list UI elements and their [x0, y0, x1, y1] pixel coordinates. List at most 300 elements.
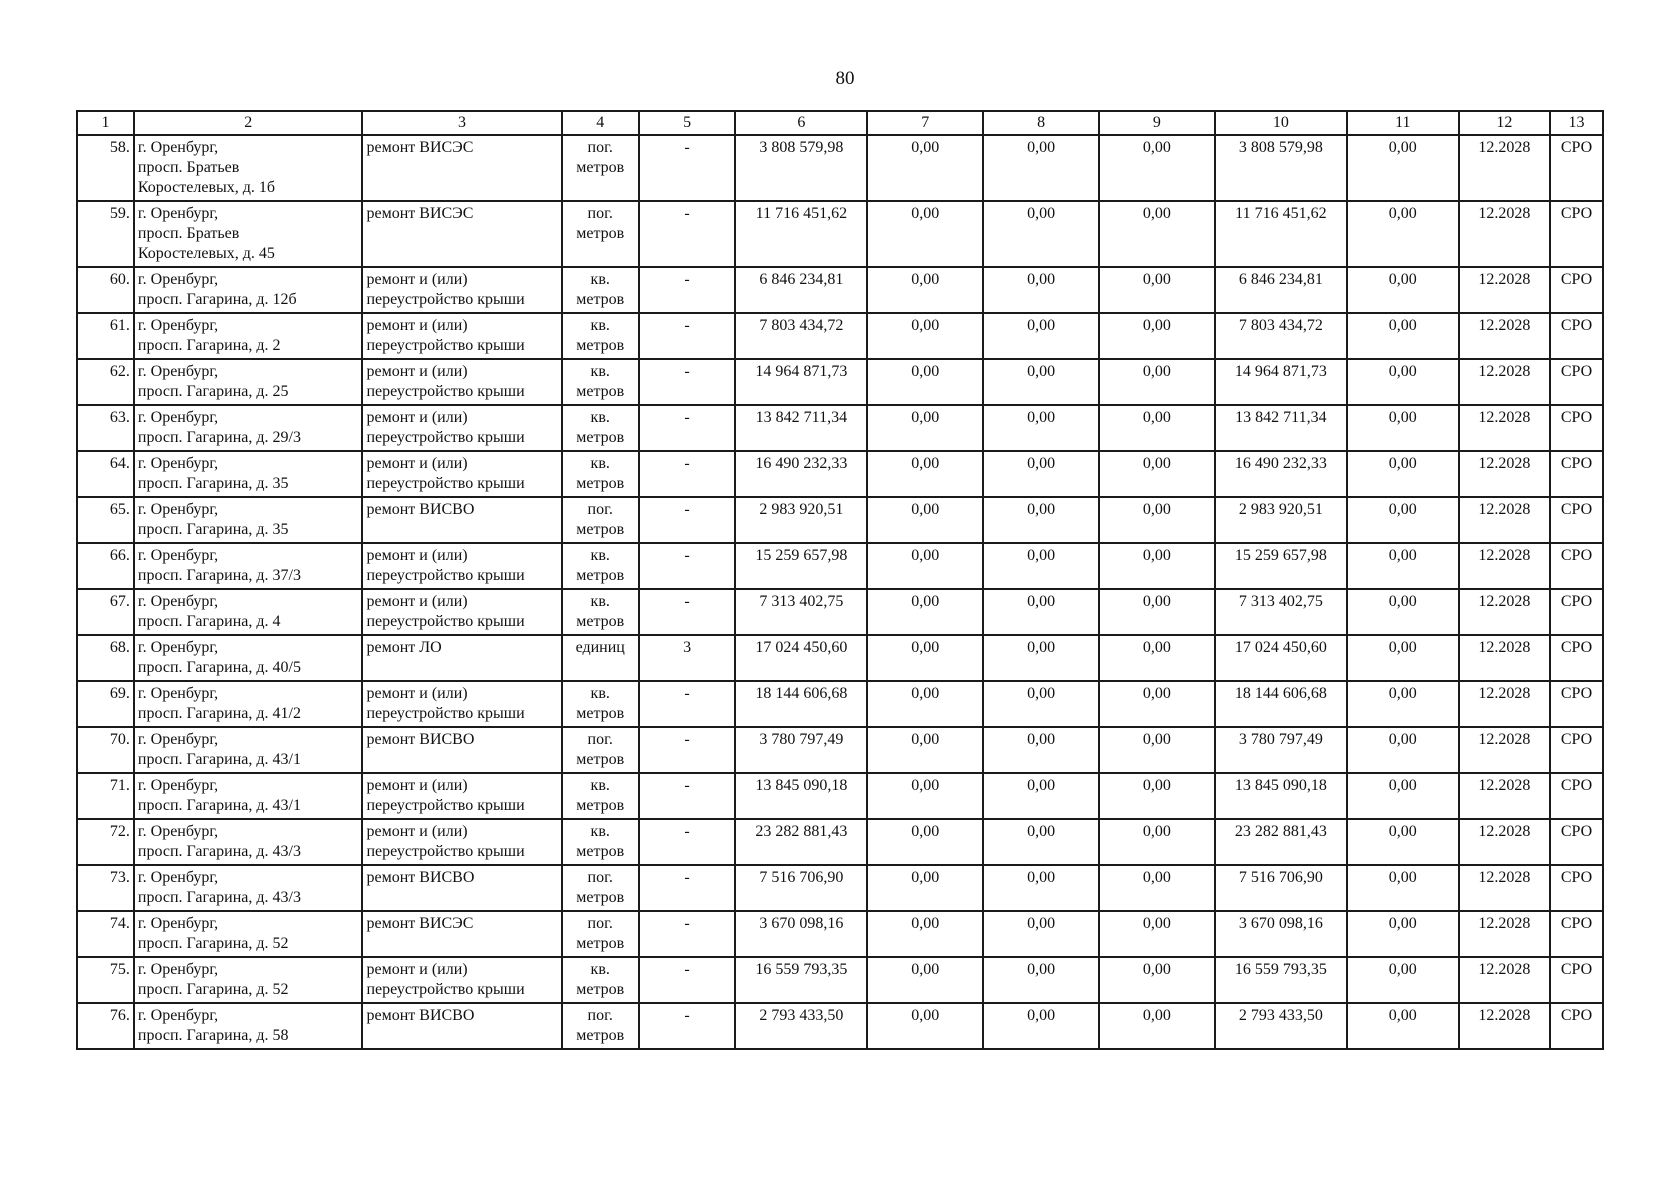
- unit-line: метров: [576, 429, 625, 446]
- addr-line: просп. Гагарина, д. 52: [137, 981, 289, 998]
- unit-cell: [562, 201, 639, 267]
- cost-col11-cell: 0,00: [1347, 359, 1459, 405]
- cost-col8-cell: 0,00: [983, 589, 1099, 635]
- row-number: 63.: [77, 405, 134, 451]
- address-cell: [134, 773, 363, 819]
- addr-line: г. Оренбург,: [137, 915, 219, 932]
- unit-cell: [562, 359, 639, 405]
- table-row: [77, 589, 1603, 635]
- addr-line: просп. Гагарина, д. 58: [137, 1027, 289, 1044]
- responsible-cell: СРО: [1550, 773, 1603, 819]
- addr-line: просп. Братьев: [137, 159, 240, 176]
- work-line: ремонт ВИСЭС: [366, 915, 474, 932]
- cost-col7-cell: 0,00: [867, 635, 983, 681]
- row-number: 62.: [77, 359, 134, 405]
- cost-col10-cell: 3 808 579,98: [1215, 135, 1347, 201]
- table-row: [77, 773, 1603, 819]
- unit-line: кв.: [590, 455, 610, 472]
- addr-line: г. Оренбург,: [137, 869, 219, 886]
- addr-line: просп. Гагарина, д. 43/1: [137, 797, 301, 814]
- unit-line: метров: [576, 383, 625, 400]
- table-row: [77, 135, 1603, 201]
- cost-col10-cell: 2 983 920,51: [1215, 497, 1347, 543]
- total-cost-cell: 23 282 881,43: [735, 819, 867, 865]
- column-number: 5: [639, 111, 736, 135]
- row-number: 71.: [77, 773, 134, 819]
- unit-line: пог.: [587, 205, 613, 222]
- total-cost-cell: 3 780 797,49: [735, 727, 867, 773]
- address-cell: [134, 819, 363, 865]
- unit-cell: [562, 589, 639, 635]
- quantity-cell: -: [639, 1003, 736, 1049]
- work-line: переустройство крыши: [366, 613, 525, 630]
- unit-cell: [562, 267, 639, 313]
- cost-col9-cell: 0,00: [1099, 543, 1215, 589]
- unit-line: метров: [576, 797, 625, 814]
- unit-line: пог.: [587, 139, 613, 156]
- row-number: 66.: [77, 543, 134, 589]
- address-cell: [134, 589, 363, 635]
- addr-line: просп. Гагарина, д. 2: [137, 337, 281, 354]
- table-row: [77, 681, 1603, 727]
- quantity-cell: -: [639, 497, 736, 543]
- responsible-cell: СРО: [1550, 681, 1603, 727]
- total-cost-cell: 3 670 098,16: [735, 911, 867, 957]
- cost-col9-cell: 0,00: [1099, 451, 1215, 497]
- quantity-cell: -: [639, 359, 736, 405]
- cost-col8-cell: 0,00: [983, 1003, 1099, 1049]
- addr-line: просп. Гагарина, д. 37/3: [137, 567, 301, 584]
- unit-line: кв.: [590, 547, 610, 564]
- table-row: [77, 957, 1603, 1003]
- cost-col10-cell: 17 024 450,60: [1215, 635, 1347, 681]
- table-row: [77, 313, 1603, 359]
- cost-col8-cell: 0,00: [983, 727, 1099, 773]
- cost-col11-cell: 0,00: [1347, 135, 1459, 201]
- responsible-cell: СРО: [1550, 313, 1603, 359]
- unit-line: метров: [576, 521, 625, 538]
- quantity-cell: 3: [639, 635, 736, 681]
- address-cell: [134, 405, 363, 451]
- completion-date-cell: 12.2028: [1459, 635, 1550, 681]
- addr-line: г. Оренбург,: [137, 139, 219, 156]
- cost-col7-cell: 0,00: [867, 451, 983, 497]
- addr-line: просп. Гагарина, д. 52: [137, 935, 289, 952]
- unit-line: метров: [576, 705, 625, 722]
- unit-line: метров: [576, 291, 625, 308]
- unit-line: метров: [576, 225, 625, 242]
- addr-line: просп. Гагарина, д. 43/3: [137, 889, 301, 906]
- cost-col7-cell: 0,00: [867, 405, 983, 451]
- cost-col9-cell: 0,00: [1099, 589, 1215, 635]
- address-cell: [134, 543, 363, 589]
- unit-cell: [562, 681, 639, 727]
- unit-cell: [562, 313, 639, 359]
- addr-line: Коростелевых, д. 45: [137, 245, 275, 262]
- work-type-cell: [362, 819, 561, 865]
- unit-cell: [562, 543, 639, 589]
- unit-line: метров: [576, 935, 625, 952]
- row-number: 74.: [77, 911, 134, 957]
- total-cost-cell: 3 808 579,98: [735, 135, 867, 201]
- work-line: переустройство крыши: [366, 797, 525, 814]
- addr-line: г. Оренбург,: [137, 823, 219, 840]
- work-type-cell: [362, 405, 561, 451]
- addr-line: г. Оренбург,: [137, 409, 219, 426]
- work-line: ремонт ЛО: [366, 639, 442, 656]
- address-cell: [134, 681, 363, 727]
- completion-date-cell: 12.2028: [1459, 267, 1550, 313]
- cost-col11-cell: 0,00: [1347, 313, 1459, 359]
- cost-col10-cell: 2 793 433,50: [1215, 1003, 1347, 1049]
- work-line: ремонт ВИСВО: [366, 501, 475, 518]
- column-number: 8: [983, 111, 1099, 135]
- work-line: переустройство крыши: [366, 567, 525, 584]
- cost-col10-cell: 15 259 657,98: [1215, 543, 1347, 589]
- cost-col8-cell: 0,00: [983, 497, 1099, 543]
- work-line: переустройство крыши: [366, 429, 525, 446]
- addr-line: просп. Гагарина, д. 43/1: [137, 751, 301, 768]
- cost-col10-cell: 6 846 234,81: [1215, 267, 1347, 313]
- row-number: 68.: [77, 635, 134, 681]
- completion-date-cell: 12.2028: [1459, 1003, 1550, 1049]
- column-number: 3: [362, 111, 561, 135]
- table-row: [77, 497, 1603, 543]
- column-number-row: [77, 111, 1603, 135]
- table-body: [77, 111, 1603, 1049]
- work-line: ремонт и (или): [366, 961, 468, 978]
- addr-line: г. Оренбург,: [137, 685, 219, 702]
- quantity-cell: -: [639, 267, 736, 313]
- responsible-cell: СРО: [1550, 359, 1603, 405]
- cost-col11-cell: 0,00: [1347, 543, 1459, 589]
- work-line: переустройство крыши: [366, 291, 525, 308]
- addr-line: просп. Гагарина, д. 35: [137, 521, 289, 538]
- page-number: 80: [835, 68, 855, 89]
- cost-col10-cell: 23 282 881,43: [1215, 819, 1347, 865]
- addr-line: просп. Гагарина, д. 41/2: [137, 705, 301, 722]
- cost-col9-cell: 0,00: [1099, 911, 1215, 957]
- cost-col8-cell: 0,00: [983, 543, 1099, 589]
- cost-col8-cell: 0,00: [983, 957, 1099, 1003]
- completion-date-cell: 12.2028: [1459, 201, 1550, 267]
- cost-col11-cell: 0,00: [1347, 819, 1459, 865]
- addr-line: г. Оренбург,: [137, 271, 219, 288]
- table-row: [77, 865, 1603, 911]
- address-cell: [134, 497, 363, 543]
- total-cost-cell: 6 846 234,81: [735, 267, 867, 313]
- total-cost-cell: 18 144 606,68: [735, 681, 867, 727]
- addr-line: г. Оренбург,: [137, 363, 219, 380]
- column-number: 12: [1459, 111, 1550, 135]
- total-cost-cell: 2 983 920,51: [735, 497, 867, 543]
- addr-line: просп. Гагарина, д. 4: [137, 613, 281, 630]
- address-cell: [134, 267, 363, 313]
- work-type-cell: [362, 313, 561, 359]
- cost-col7-cell: 0,00: [867, 957, 983, 1003]
- work-line: переустройство крыши: [366, 337, 525, 354]
- cost-col11-cell: 0,00: [1347, 201, 1459, 267]
- table-row: [77, 451, 1603, 497]
- completion-date-cell: 12.2028: [1459, 359, 1550, 405]
- work-type-cell: [362, 681, 561, 727]
- cost-col8-cell: 0,00: [983, 681, 1099, 727]
- row-number: 72.: [77, 819, 134, 865]
- work-line: ремонт и (или): [366, 593, 468, 610]
- responsible-cell: СРО: [1550, 589, 1603, 635]
- cost-col7-cell: 0,00: [867, 727, 983, 773]
- work-type-cell: [362, 773, 561, 819]
- column-number: 6: [735, 111, 867, 135]
- unit-line: кв.: [590, 317, 610, 334]
- work-type-cell: [362, 497, 561, 543]
- work-type-cell: [362, 865, 561, 911]
- work-line: ремонт и (или): [366, 409, 468, 426]
- cost-col7-cell: 0,00: [867, 267, 983, 313]
- completion-date-cell: 12.2028: [1459, 773, 1550, 819]
- addr-line: просп. Гагарина, д. 25: [137, 383, 289, 400]
- table-row: [77, 405, 1603, 451]
- quantity-cell: -: [639, 727, 736, 773]
- cost-col7-cell: 0,00: [867, 911, 983, 957]
- addr-line: просп. Гагарина, д. 40/5: [137, 659, 301, 676]
- cost-col8-cell: 0,00: [983, 451, 1099, 497]
- addr-line: просп. Гагарина, д. 35: [137, 475, 289, 492]
- cost-col11-cell: 0,00: [1347, 635, 1459, 681]
- quantity-cell: -: [639, 819, 736, 865]
- cost-col8-cell: 0,00: [983, 359, 1099, 405]
- completion-date-cell: 12.2028: [1459, 543, 1550, 589]
- responsible-cell: СРО: [1550, 543, 1603, 589]
- addr-line: просп. Гагарина, д. 43/3: [137, 843, 301, 860]
- addr-line: Коростелевых, д. 1б: [137, 179, 276, 196]
- unit-line: метров: [576, 889, 625, 906]
- address-cell: [134, 451, 363, 497]
- table-row: [77, 635, 1603, 681]
- responsible-cell: СРО: [1550, 727, 1603, 773]
- cost-col9-cell: 0,00: [1099, 865, 1215, 911]
- cost-col10-cell: 16 559 793,35: [1215, 957, 1347, 1003]
- row-number: 76.: [77, 1003, 134, 1049]
- total-cost-cell: 13 842 711,34: [735, 405, 867, 451]
- cost-col9-cell: 0,00: [1099, 635, 1215, 681]
- completion-date-cell: 12.2028: [1459, 727, 1550, 773]
- cost-col10-cell: 16 490 232,33: [1215, 451, 1347, 497]
- unit-cell: [562, 451, 639, 497]
- cost-col7-cell: 0,00: [867, 543, 983, 589]
- work-line: ремонт и (или): [366, 455, 468, 472]
- unit-cell: [562, 773, 639, 819]
- unit-line: метров: [576, 475, 625, 492]
- cost-col9-cell: 0,00: [1099, 135, 1215, 201]
- addr-line: г. Оренбург,: [137, 547, 219, 564]
- address-cell: [134, 911, 363, 957]
- addr-line: г. Оренбург,: [137, 639, 219, 656]
- completion-date-cell: 12.2028: [1459, 313, 1550, 359]
- cost-col11-cell: 0,00: [1347, 957, 1459, 1003]
- unit-line: пог.: [587, 1007, 613, 1024]
- address-cell: [134, 359, 363, 405]
- cost-col9-cell: 0,00: [1099, 313, 1215, 359]
- addr-line: г. Оренбург,: [137, 961, 219, 978]
- table-row: [77, 819, 1603, 865]
- row-number: 60.: [77, 267, 134, 313]
- quantity-cell: -: [639, 135, 736, 201]
- responsible-cell: СРО: [1550, 911, 1603, 957]
- cost-col7-cell: 0,00: [867, 1003, 983, 1049]
- table-row: [77, 727, 1603, 773]
- cost-col9-cell: 0,00: [1099, 681, 1215, 727]
- unit-line: пог.: [587, 501, 613, 518]
- cost-col7-cell: 0,00: [867, 589, 983, 635]
- addr-line: г. Оренбург,: [137, 205, 219, 222]
- unit-line: метров: [576, 337, 625, 354]
- cost-col7-cell: 0,00: [867, 359, 983, 405]
- cost-col7-cell: 0,00: [867, 819, 983, 865]
- address-cell: [134, 865, 363, 911]
- work-type-cell: [362, 451, 561, 497]
- quantity-cell: -: [639, 201, 736, 267]
- cost-col7-cell: 0,00: [867, 773, 983, 819]
- unit-line: пог.: [587, 869, 613, 886]
- quantity-cell: -: [639, 681, 736, 727]
- responsible-cell: СРО: [1550, 1003, 1603, 1049]
- cost-col9-cell: 0,00: [1099, 1003, 1215, 1049]
- total-cost-cell: 11 716 451,62: [735, 201, 867, 267]
- cost-col11-cell: 0,00: [1347, 865, 1459, 911]
- work-type-cell: [362, 635, 561, 681]
- work-type-cell: [362, 1003, 561, 1049]
- unit-line: метров: [576, 1027, 625, 1044]
- cost-col11-cell: 0,00: [1347, 451, 1459, 497]
- cost-col9-cell: 0,00: [1099, 957, 1215, 1003]
- row-number: 59.: [77, 201, 134, 267]
- work-line: ремонт и (или): [366, 823, 468, 840]
- total-cost-cell: 16 490 232,33: [735, 451, 867, 497]
- row-number: 75.: [77, 957, 134, 1003]
- cost-col11-cell: 0,00: [1347, 727, 1459, 773]
- total-cost-cell: 15 259 657,98: [735, 543, 867, 589]
- work-line: ремонт и (или): [366, 685, 468, 702]
- unit-line: единиц: [575, 639, 625, 656]
- unit-line: кв.: [590, 593, 610, 610]
- unit-cell: [562, 1003, 639, 1049]
- addr-line: просп. Гагарина, д. 29/3: [137, 429, 301, 446]
- table-row: [77, 911, 1603, 957]
- cost-col11-cell: 0,00: [1347, 911, 1459, 957]
- table-row: [77, 543, 1603, 589]
- cost-col9-cell: 0,00: [1099, 201, 1215, 267]
- unit-cell: [562, 819, 639, 865]
- quantity-cell: -: [639, 589, 736, 635]
- work-type-cell: [362, 957, 561, 1003]
- unit-line: кв.: [590, 271, 610, 288]
- cost-col8-cell: 0,00: [983, 405, 1099, 451]
- row-number: 69.: [77, 681, 134, 727]
- cost-col8-cell: 0,00: [983, 635, 1099, 681]
- quantity-cell: -: [639, 405, 736, 451]
- responsible-cell: СРО: [1550, 451, 1603, 497]
- cost-col8-cell: 0,00: [983, 773, 1099, 819]
- cost-col8-cell: 0,00: [983, 313, 1099, 359]
- responsible-cell: СРО: [1550, 497, 1603, 543]
- address-cell: [134, 635, 363, 681]
- row-number: 73.: [77, 865, 134, 911]
- addr-line: г. Оренбург,: [137, 455, 219, 472]
- addr-line: г. Оренбург,: [137, 731, 219, 748]
- work-line: ремонт ВИСВО: [366, 731, 475, 748]
- unit-cell: [562, 865, 639, 911]
- addr-line: г. Оренбург,: [137, 317, 219, 334]
- unit-line: кв.: [590, 685, 610, 702]
- unit-cell: [562, 911, 639, 957]
- work-line: ремонт и (или): [366, 547, 468, 564]
- completion-date-cell: 12.2028: [1459, 135, 1550, 201]
- work-line: ремонт и (или): [366, 777, 468, 794]
- quantity-cell: -: [639, 451, 736, 497]
- cost-col11-cell: 0,00: [1347, 589, 1459, 635]
- total-cost-cell: 17 024 450,60: [735, 635, 867, 681]
- cost-col7-cell: 0,00: [867, 201, 983, 267]
- cost-col10-cell: 13 842 711,34: [1215, 405, 1347, 451]
- total-cost-cell: 16 559 793,35: [735, 957, 867, 1003]
- unit-line: метров: [576, 159, 625, 176]
- completion-date-cell: 12.2028: [1459, 497, 1550, 543]
- cost-col9-cell: 0,00: [1099, 267, 1215, 313]
- work-type-cell: [362, 543, 561, 589]
- quantity-cell: -: [639, 773, 736, 819]
- addr-line: просп. Гагарина, д. 12б: [137, 291, 297, 308]
- responsible-cell: СРО: [1550, 135, 1603, 201]
- addr-line: г. Оренбург,: [137, 777, 219, 794]
- cost-col8-cell: 0,00: [983, 819, 1099, 865]
- row-number: 61.: [77, 313, 134, 359]
- work-type-cell: [362, 911, 561, 957]
- cost-col9-cell: 0,00: [1099, 405, 1215, 451]
- addr-line: г. Оренбург,: [137, 1007, 219, 1024]
- quantity-cell: -: [639, 543, 736, 589]
- address-cell: [134, 957, 363, 1003]
- quantity-cell: -: [639, 957, 736, 1003]
- unit-line: кв.: [590, 777, 610, 794]
- work-line: ремонт и (или): [366, 271, 468, 288]
- completion-date-cell: 12.2028: [1459, 957, 1550, 1003]
- column-number: 2: [134, 111, 363, 135]
- work-type-cell: [362, 267, 561, 313]
- column-number: 9: [1099, 111, 1215, 135]
- cost-col8-cell: 0,00: [983, 865, 1099, 911]
- cost-col11-cell: 0,00: [1347, 773, 1459, 819]
- address-cell: [134, 201, 363, 267]
- addr-line: просп. Братьев: [137, 225, 240, 242]
- quantity-cell: -: [639, 911, 736, 957]
- work-type-cell: [362, 135, 561, 201]
- cost-col10-cell: 14 964 871,73: [1215, 359, 1347, 405]
- work-line: ремонт ВИСВО: [366, 1007, 475, 1024]
- completion-date-cell: 12.2028: [1459, 865, 1550, 911]
- row-number: 70.: [77, 727, 134, 773]
- unit-line: кв.: [590, 363, 610, 380]
- responsible-cell: СРО: [1550, 201, 1603, 267]
- row-number: 65.: [77, 497, 134, 543]
- completion-date-cell: 12.2028: [1459, 405, 1550, 451]
- address-cell: [134, 135, 363, 201]
- responsible-cell: СРО: [1550, 957, 1603, 1003]
- completion-date-cell: 12.2028: [1459, 589, 1550, 635]
- cost-col10-cell: 13 845 090,18: [1215, 773, 1347, 819]
- cost-col7-cell: 0,00: [867, 497, 983, 543]
- total-cost-cell: 2 793 433,50: [735, 1003, 867, 1049]
